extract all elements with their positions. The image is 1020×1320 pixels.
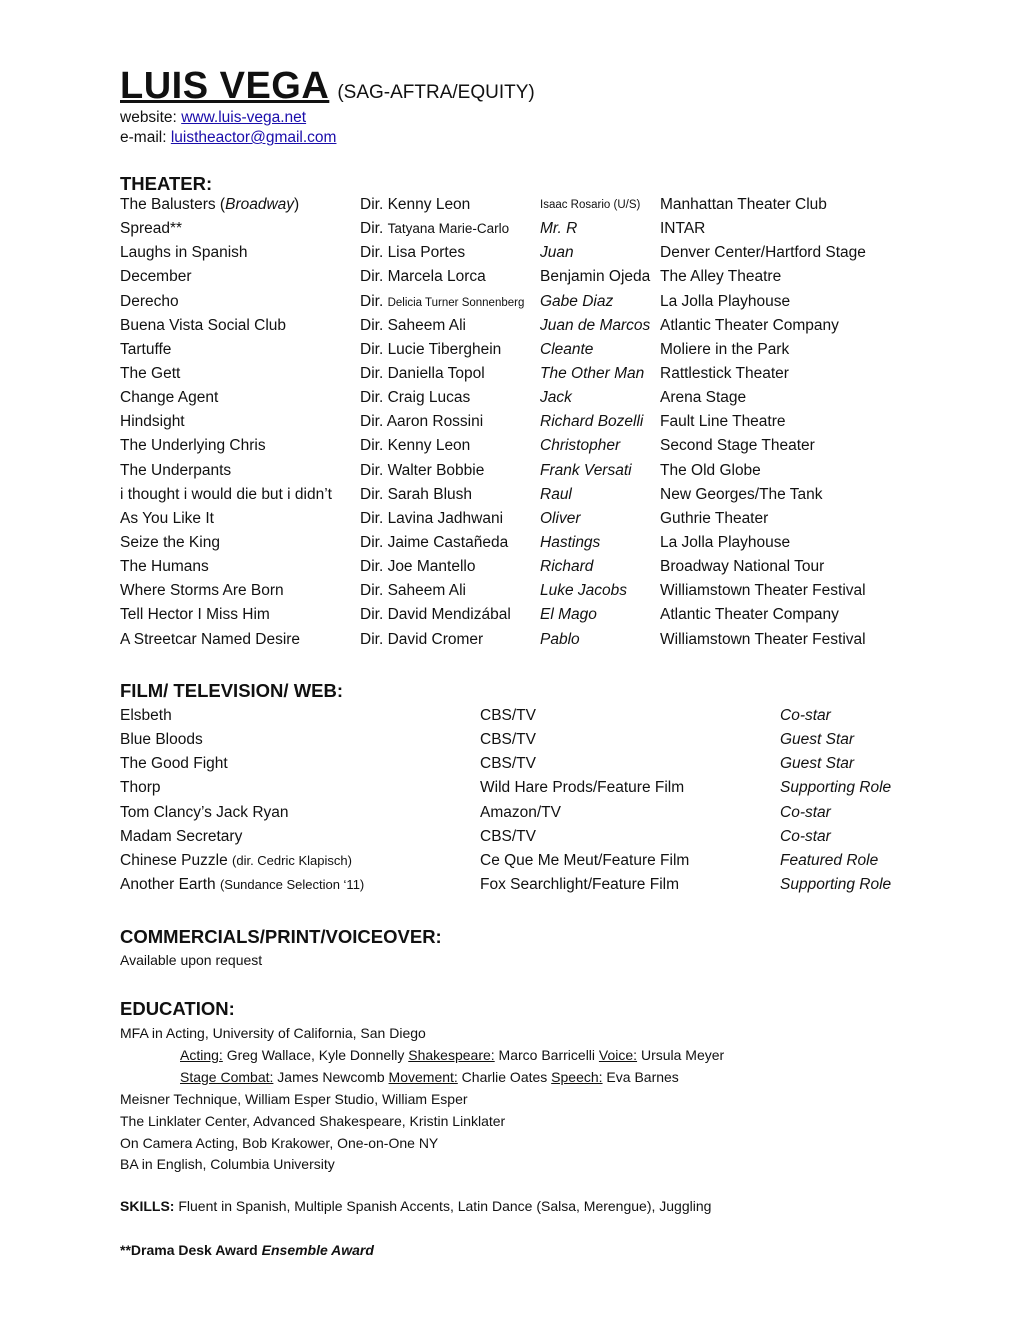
film-row (120, 752, 920, 776)
theater-venue: Guthrie Theater (660, 509, 769, 527)
education-mfa: MFA in Acting, University of California, San Diego (120, 1025, 426, 1041)
theater-venue: Broadway National Tour (660, 558, 825, 576)
education-mfa-teachers-2 (120, 1067, 920, 1089)
theater-director: Dir. Lavina Jadhwani (360, 509, 504, 527)
theater-role: Raul (540, 485, 572, 503)
theater-role: Isaac Rosario (U/S) (540, 199, 641, 212)
film-network: Amazon/TV (480, 803, 561, 821)
education-heading: EDUCATION: (120, 998, 235, 1019)
theater-role: Jack (540, 389, 572, 407)
theater-title: December (120, 268, 192, 286)
theater-venue: The Alley Theatre (660, 268, 782, 286)
union-affiliation: (SAG-AFTRA/EQUITY) (337, 82, 535, 103)
combat-teacher: James Newcomb (273, 1068, 389, 1085)
theater-venue: La Jolla Playhouse (660, 534, 791, 552)
theater-venue: The Old Globe (660, 461, 761, 479)
film-network: CBS/TV (480, 755, 536, 773)
actor-name: LUIS VEGA (120, 65, 330, 107)
theater-role: Mr. R (540, 220, 578, 238)
theater-row (120, 290, 920, 314)
theater-venue: Rattlestick Theater (660, 365, 789, 383)
film-title: Blue Bloods (120, 731, 203, 749)
theater-venue: Arena Stage (660, 389, 747, 407)
theater-venue: Denver Center/Hartford Stage (660, 244, 866, 262)
theater-venue: Fault Line Theatre (660, 413, 786, 431)
theater-title: As You Like It (120, 509, 214, 527)
theater-role: Frank Versati (540, 461, 632, 479)
theater-director: Dir. Aaron Rossini (360, 413, 484, 431)
theater-credits (120, 193, 920, 652)
theater-director: Dir. Marcela Lorca (360, 268, 486, 286)
film-row (120, 776, 920, 800)
theater-venue: Atlantic Theater Company (660, 606, 839, 624)
theater-row (120, 193, 920, 217)
theater-venue: Moliere in the Park (660, 340, 790, 358)
education-ba: BA in English, Columbia University (120, 1156, 335, 1173)
education-meisner: Meisner Technique, William Esper Studio, William Esper (120, 1090, 468, 1107)
award-note (120, 1242, 374, 1258)
education-linklater: The Linklater Center, Advanced Shakespeare, Kristin Linklater (120, 1112, 506, 1129)
theater-title: Where Storms Are Born (120, 582, 284, 600)
theater-director: Dir. Walter Bobbie (360, 461, 485, 479)
theater-row (120, 386, 920, 410)
theater-heading: THEATER: (120, 173, 213, 194)
theater-director: Dir. Daniella Topol (360, 365, 485, 383)
film-row (120, 873, 920, 897)
theater-director: Dir. Craig Lucas (360, 389, 471, 407)
theater-title: Seize the King (120, 534, 220, 552)
theater-title: The Underlying Chris (120, 437, 266, 455)
speech-label: Speech: (551, 1068, 603, 1085)
film-row (120, 704, 920, 728)
film-role: Supporting Role (780, 779, 892, 797)
skills-line (120, 1198, 711, 1214)
theater-row (120, 555, 920, 579)
film-row (120, 825, 920, 849)
film-title: Thorp (120, 779, 161, 797)
theater-role: Cleante (540, 340, 594, 358)
theater-role: Hastings (540, 534, 601, 552)
commercials-heading: COMMERCIALS/PRINT/VOICEOVER: (120, 926, 442, 947)
film-row (120, 801, 920, 825)
theater-row (120, 362, 920, 386)
theater-role: Pablo (540, 630, 580, 648)
theater-director: Dir. Delicia Turner Sonnenberg (360, 292, 525, 310)
theater-venue: Williamstown Theater Festival (660, 630, 866, 648)
theater-role: Luke Jacobs (540, 582, 628, 600)
theater-row (120, 603, 920, 627)
film-credits (120, 704, 920, 897)
film-role: Co-star (780, 803, 831, 821)
theater-row (120, 265, 920, 289)
film-network: Wild Hare Prods/Feature Film (480, 779, 685, 797)
email-line (120, 128, 920, 148)
film-network: CBS/TV (480, 731, 536, 749)
theater-role: Juan (540, 244, 574, 262)
film-role: Supporting Role (780, 876, 892, 894)
theater-director: Dir. Lisa Portes (360, 244, 466, 262)
education-list (120, 1023, 920, 1176)
theater-row (120, 314, 920, 338)
combat-label: Stage Combat: (180, 1068, 274, 1085)
film-title: Chinese Puzzle (dir. Cedric Klapisch) (120, 851, 352, 869)
theater-row (120, 459, 920, 483)
theater-title: A Streetcar Named Desire (120, 630, 301, 648)
acting-label: Acting: (180, 1046, 223, 1063)
theater-director: Dir. David Cromer (360, 630, 484, 648)
theater-title: Laughs in Spanish (120, 244, 248, 262)
theater-venue: Second Stage Theater (660, 437, 815, 455)
film-title: The Good Fight (120, 755, 228, 773)
website-line (120, 108, 920, 128)
education-mfa-teachers-1 (120, 1045, 920, 1067)
film-title: Elsbeth (120, 707, 172, 725)
theater-title: Tell Hector I Miss Him (120, 606, 270, 624)
theater-role: Richard Bozelli (540, 413, 644, 431)
film-network: CBS/TV (480, 827, 536, 845)
theater-row (120, 217, 920, 241)
theater-director: Dir. Jaime Castañeda (360, 534, 509, 552)
voice-label: Voice: (598, 1046, 638, 1063)
theater-title: i thought i would die but i didn’t (120, 485, 332, 503)
theater-row (120, 338, 920, 362)
shakespeare-label: Shakespeare: (408, 1046, 495, 1063)
theater-row (120, 507, 920, 531)
theater-row (120, 483, 920, 507)
film-role: Featured Role (780, 851, 879, 869)
theater-director: Dir. Kenny Leon (360, 437, 471, 455)
theater-row (120, 410, 920, 434)
theater-venue: Williamstown Theater Festival (660, 582, 866, 600)
theater-title: Spread** (120, 220, 183, 238)
theater-title: Derecho (120, 292, 179, 310)
film-role: Co-star (780, 827, 831, 845)
film-role: Guest Star (780, 731, 855, 749)
theater-title: Tartuffe (120, 340, 172, 358)
theater-role: Richard (540, 558, 594, 576)
theater-director: Dir. Kenny Leon (360, 196, 471, 214)
theater-title: The Underpants (120, 461, 232, 479)
theater-role: Oliver (540, 509, 581, 527)
theater-role: Juan de Marcos (540, 316, 651, 334)
theater-director: Dir. Saheem Ali (360, 316, 466, 334)
theater-title: Hindsight (120, 413, 185, 431)
theater-row (120, 579, 920, 603)
film-network: Fox Searchlight/Feature Film (480, 876, 679, 894)
film-row (120, 849, 920, 873)
theater-row (120, 531, 920, 555)
theater-venue: Manhattan Theater Club (660, 196, 827, 214)
theater-title: The Gett (120, 365, 181, 383)
theater-row (120, 241, 920, 265)
movement-label: Movement: (388, 1068, 458, 1085)
theater-director: Dir. Saheem Ali (360, 582, 466, 600)
shakespeare-teacher: Marco Barricelli (494, 1046, 599, 1063)
film-row (120, 728, 920, 752)
film-title: Madam Secretary (120, 827, 243, 845)
voice-teacher: Ursula Meyer (637, 1046, 725, 1063)
film-title: Another Earth (Sundance Selection ‘11) (120, 876, 365, 894)
film-network: Ce Que Me Meut/Feature Film (480, 851, 690, 869)
theater-role: El Mago (540, 606, 597, 624)
resume-page (120, 64, 920, 1258)
theater-title: The Balusters (Broadway) (120, 196, 300, 214)
theater-role: Christopher (540, 437, 621, 455)
film-network: CBS/TV (480, 707, 536, 725)
theater-venue: INTAR (660, 220, 706, 238)
film-heading: FILM/ TELEVISION/ WEB: (120, 680, 344, 701)
email-label: e-mail: (120, 129, 167, 146)
award-italic: Ensemble Award (261, 1242, 374, 1258)
theater-director: Dir. Sarah Blush (360, 485, 473, 503)
theater-title: Buena Vista Social Club (120, 316, 287, 334)
speech-teacher: Eva Barnes (602, 1068, 679, 1085)
skills-text: Fluent in Spanish, Multiple Spanish Accents, Latin Dance (Salsa, Merengue), Juggling (174, 1198, 712, 1214)
acting-teachers: Greg Wallace, Kyle Donnelly (222, 1046, 409, 1063)
theater-role: Benjamin Ojeda (540, 268, 651, 286)
education-camera: On Camera Acting, Bob Krakower, One-on-One NY (120, 1134, 439, 1151)
website-link[interactable]: www.luis-vega.net (181, 109, 307, 126)
film-title: Tom Clancy’s Jack Ryan (120, 803, 289, 821)
theater-title: Change Agent (120, 389, 219, 407)
film-role: Co-star (780, 707, 831, 725)
theater-venue: Atlantic Theater Company (660, 316, 839, 334)
theater-title: The Humans (120, 558, 209, 576)
theater-director: Dir. Tatyana Marie-Carlo (360, 220, 510, 238)
movement-teacher: Charlie Oates (457, 1068, 552, 1085)
skills-label: SKILLS: (120, 1198, 175, 1214)
theater-director: Dir. David Mendizábal (360, 606, 511, 624)
theater-director: Dir. Lucie Tiberghein (360, 340, 502, 358)
theater-venue: New Georges/The Tank (660, 485, 823, 503)
film-role: Guest Star (780, 755, 855, 773)
theater-row (120, 434, 920, 458)
theater-director: Dir. Joe Mantello (360, 558, 476, 576)
theater-role: Gabe Diaz (540, 292, 614, 310)
award-prefix: **Drama Desk Award (120, 1242, 262, 1258)
email-link[interactable]: luistheactor@gmail.com (170, 129, 337, 146)
header (120, 64, 920, 108)
theater-role: The Other Man (540, 365, 645, 383)
theater-row (120, 628, 920, 652)
theater-venue: La Jolla Playhouse (660, 292, 791, 310)
website-label: website: (120, 109, 177, 126)
commercials-text: Available upon request (120, 952, 263, 968)
